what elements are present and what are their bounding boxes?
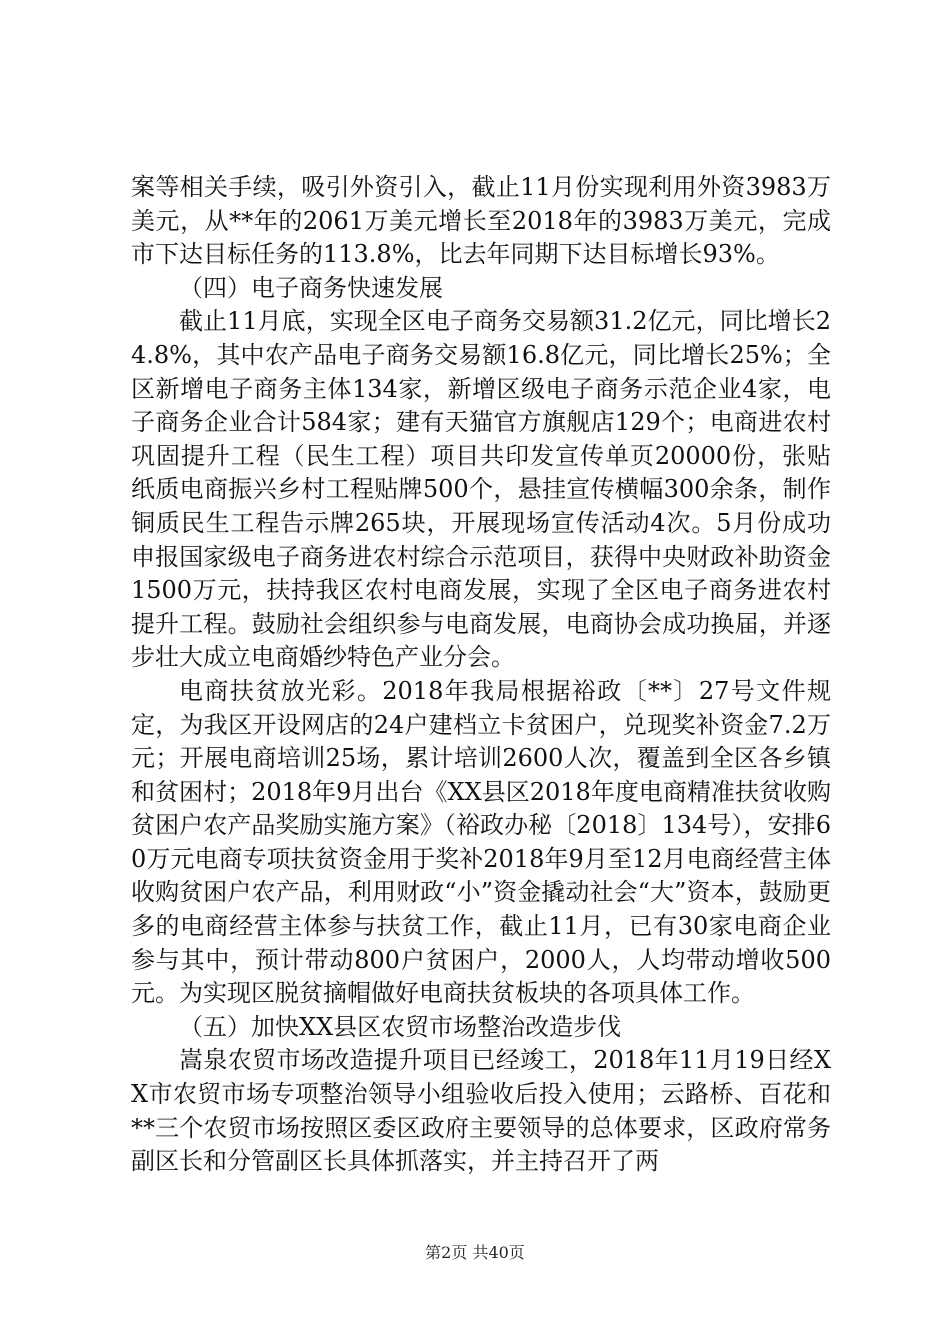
body-paragraph: 嵩泉农贸市场改造提升项目已经竣工，2018年11月19日经XX市农贸市场专项整治领导小组验收后投入使用；云路桥、百花和**三个农贸市场按照区委区政府主要领导的总体要求，区政府常务副区长和分管副区长具体抓落实，并主持召开了两 xyxy=(131,1046,831,1176)
body-paragraph: 电商扶贫放光彩。2018年我局根据裕政〔**〕27号文件规定，为我区开设网店的24户建档立卡贫困户，兑现奖补资金7.2万元；开展电商培训25场，累计培训2600人次，覆盖到全区各乡镇和贫困村；2018年9月出台《XX县区2018年度电商精准扶贫收购贫困户农产品奖励实施方案》（裕政办秘〔2018〕134号），安排60万元电商专项扶贫资金用于奖补2018年9月至12月电商经营主体收购贫困户农产品，利用财政“小”资金撬动社会“大”资本，鼓励更多的电商经营主体参与扶贫工作，截止11月，已有30家电商企业参与其中，预计带动800户贫困户，2000人，人均带动增收500元。为实现区脱贫摘帽做好电商扶贫板块的各项具体工作。 xyxy=(131,676,831,1008)
section-heading-market: （五）加快XX县区农贸市场整治改造步伐 xyxy=(179,1012,622,1041)
page-footer: 第2页 共40页 xyxy=(425,1243,525,1262)
section-heading-ecommerce: （四）电子商务快速发展 xyxy=(179,273,443,302)
body-paragraph: 截止11月底，实现全区电子商务交易额31.2亿元，同比增长24.8%，其中农产品电子商务交易额16.8亿元，同比增长25%；全区新增电子商务主体134家，新增区级电子商务示范企业4家，电子商务企业合计584家；建有天猫官方旗舰店129个；电商进农村巩固提升工程（民生工程）项目共印发宣传单页20000份，张贴纸质电商振兴乡村工程贴牌500个，悬挂宣传横幅300余条，制作铜质民生工程告示牌265块，开展现场宣传活动4次。5月份成功申报国家级电子商务进农村综合示范项目，获得中央财政补助资金1500万元，扶持我区农村电商发展，实现了全区电子商务进农村提升工程。鼓励社会组织参与电商发展，电商协会成功换届，并逐步壮大成立电商婚纱特色产业分会。 xyxy=(131,307,831,672)
document-body xyxy=(131,171,831,1179)
body-paragraph: 案等相关手续，吸引外资引入，截止11月份实现利用外资3983万美元，从**年的2061万美元增长至2018年的3983万美元，完成市下达目标任务的113.8%，比去年同期下达目标增长93%。 xyxy=(131,173,831,269)
